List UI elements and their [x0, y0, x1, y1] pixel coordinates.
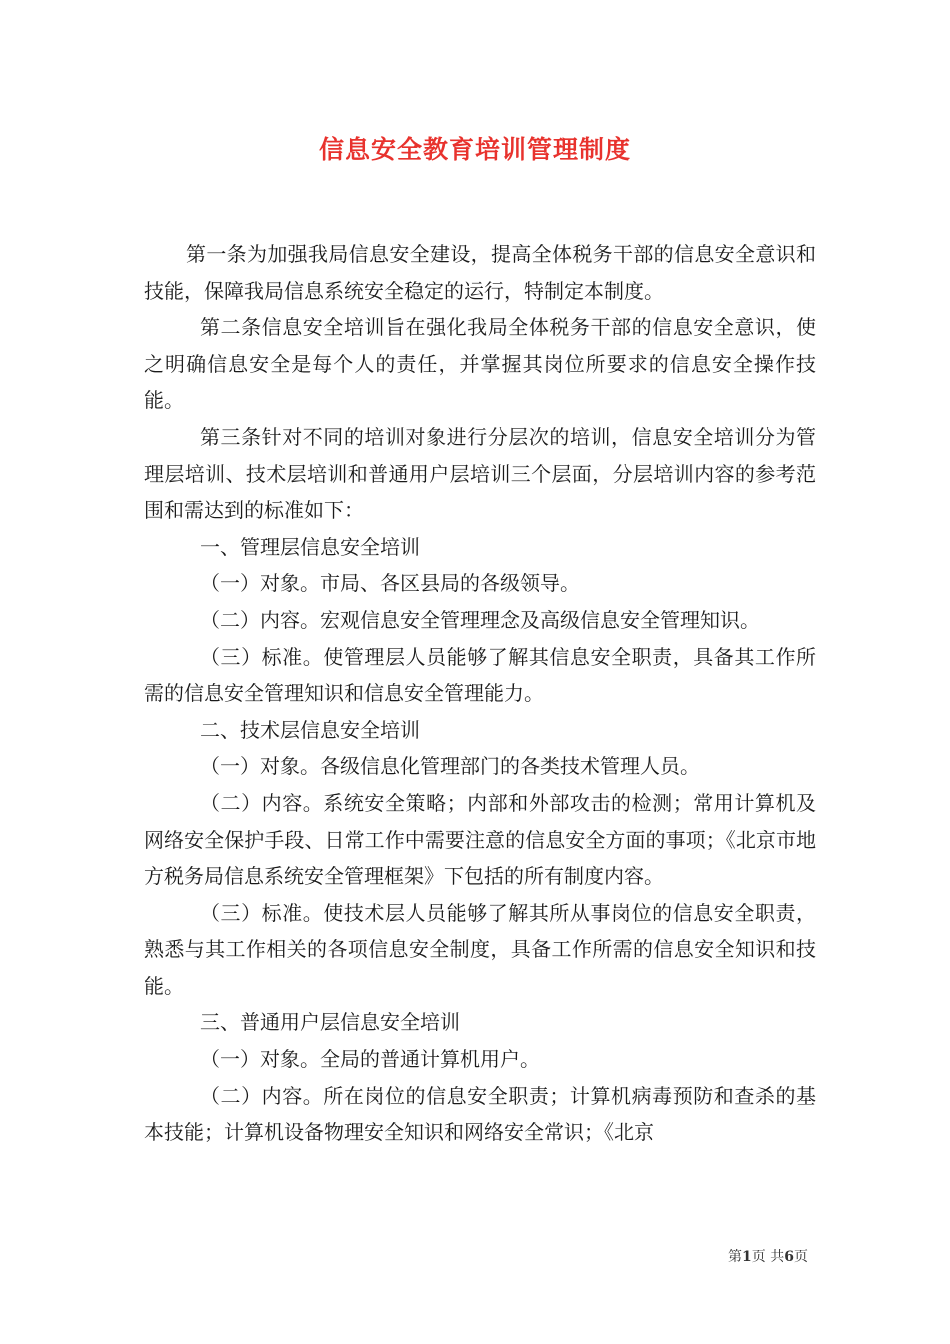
footer-middle: 页 共 [751, 1249, 785, 1265]
paragraph-2: 第二条信息安全培训旨在强化我局全体税务干部的信息安全意识，使之明确信息安全是每个人的责任，并掌握其岗位所要求的信息安全操作技能。 [144, 315, 816, 413]
footer-suffix: 页 [794, 1249, 808, 1265]
section-heading-1: 一、管理层信息安全培训 [200, 534, 420, 559]
section-heading-2: 二、技术层信息安全培训 [200, 717, 420, 742]
paragraph-3: 第三条针对不同的培训对象进行分层次的培训，信息安全培训分为管理层培训、技术层培训和普通用户层培训三个层面，分层培训内容的参考范围和需达到的标准如下： [144, 424, 816, 523]
paragraph-item: （二）内容。宏观信息安全管理理念及高级信息安全管理知识。 [200, 607, 760, 632]
paragraph-item: （二）内容。所在岗位的信息安全职责；计算机病毒预防和查杀的基本技能；计算机设备物理安全知识和网络安全常识；《北京 [144, 1083, 816, 1145]
paragraph-item: （三）标准。使管理层人员能够了解其信息安全职责，具备其工作所需的信息安全管理知识和信息安全管理能力。 [144, 644, 816, 706]
page-number-footer [728, 1246, 808, 1266]
paragraph-item: （三）标准。使技术层人员能够了解其所从事岗位的信息安全职责，熟悉与其工作相关的各项信息安全制度，具备工作所需的信息安全知识和技能。 [144, 900, 816, 998]
paragraph-item: （二）内容。系统安全策略；内部和外部攻击的检测；常用计算机及网络安全保护手段、日常工作中需要注意的信息安全方面的事项；《北京市地方税务局信息系统安全管理框架》下包括的所有制度内容。 [144, 790, 816, 889]
footer-prefix: 第 [728, 1249, 743, 1265]
section-heading-3: 三、普通用户层信息安全培训 [200, 1010, 460, 1035]
paragraph-item: （一）对象。全局的普通计算机用户。 [200, 1047, 540, 1072]
document-title: 信息安全教育培训管理制度 [318, 135, 631, 164]
paragraph-item: （一）对象。各级信息化管理部门的各类技术管理人员。 [200, 754, 700, 779]
document-body [144, 236, 816, 1151]
current-page-number: 1 [742, 1249, 752, 1265]
paragraph-item: （一）对象。市局、各区县局的各级领导。 [200, 571, 580, 596]
paragraph-1: 第一条为加强我局信息安全建设，提高全体税务干部的信息安全意识和技能，保障我局信息系统安全稳定的运行，特制定本制度。 [144, 242, 816, 303]
total-pages-number: 6 [784, 1249, 794, 1265]
